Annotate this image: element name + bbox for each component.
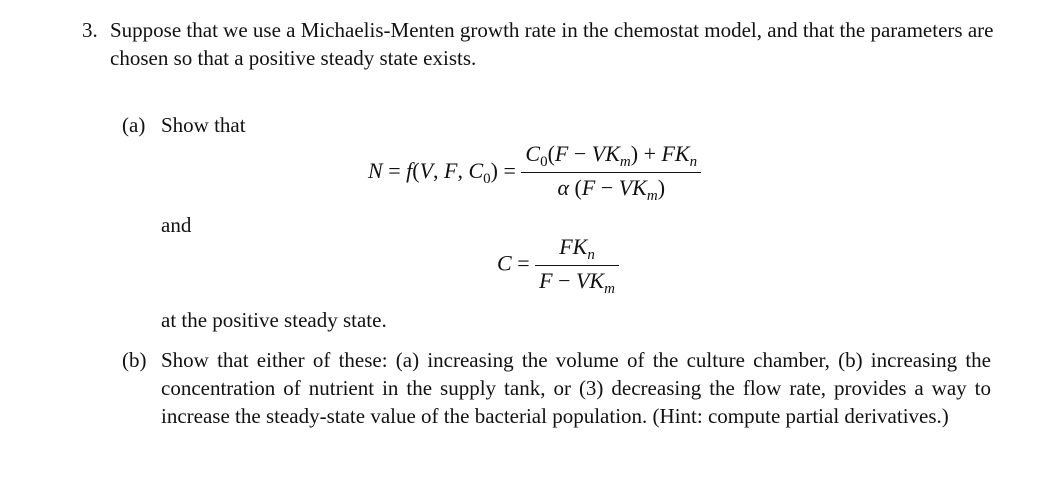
connector-and: and	[161, 213, 192, 237]
equation-c-denominator: $F - VK_m$	[539, 268, 615, 297]
equation-c-numerator: $FK_n$	[535, 234, 619, 266]
equation-n-lhs: N = f(V, F, $C_0$) =	[368, 157, 522, 187]
part-b-marker: (b)	[122, 348, 147, 372]
problem-number: 3.	[82, 18, 98, 42]
problem-intro-text: Suppose that we use a Michaelis-Menten growth rate in the chemostat model, and that the parameters are chosen so that a positive steady state exists.	[110, 18, 994, 70]
steady-state-closing: at the positive steady state.	[161, 308, 387, 332]
equation-c	[497, 234, 619, 297]
equation-c-lhs: C =	[497, 250, 536, 276]
equation-n-numerator: $C_0(F - VK_m) + FK_n$	[521, 141, 701, 173]
equation-c-fraction	[535, 234, 619, 297]
equation-n-fraction	[521, 141, 701, 204]
part-a-prompt: Show that	[161, 113, 246, 137]
equation-n	[368, 141, 701, 204]
part-a-marker: (a)	[122, 113, 146, 137]
part-b-text: Show that either of these: (a) increasing the volume of the culture chamber, (b) increasing the concentration of nutrient in the supply tank, or (3) decreasing the flow rate, provides a way to increase the steady-state value of the bacterial population. (Hint: compute partial derivatives.)	[161, 348, 991, 428]
equation-n-denominator: α $(F - VK_m)$	[557, 175, 666, 204]
